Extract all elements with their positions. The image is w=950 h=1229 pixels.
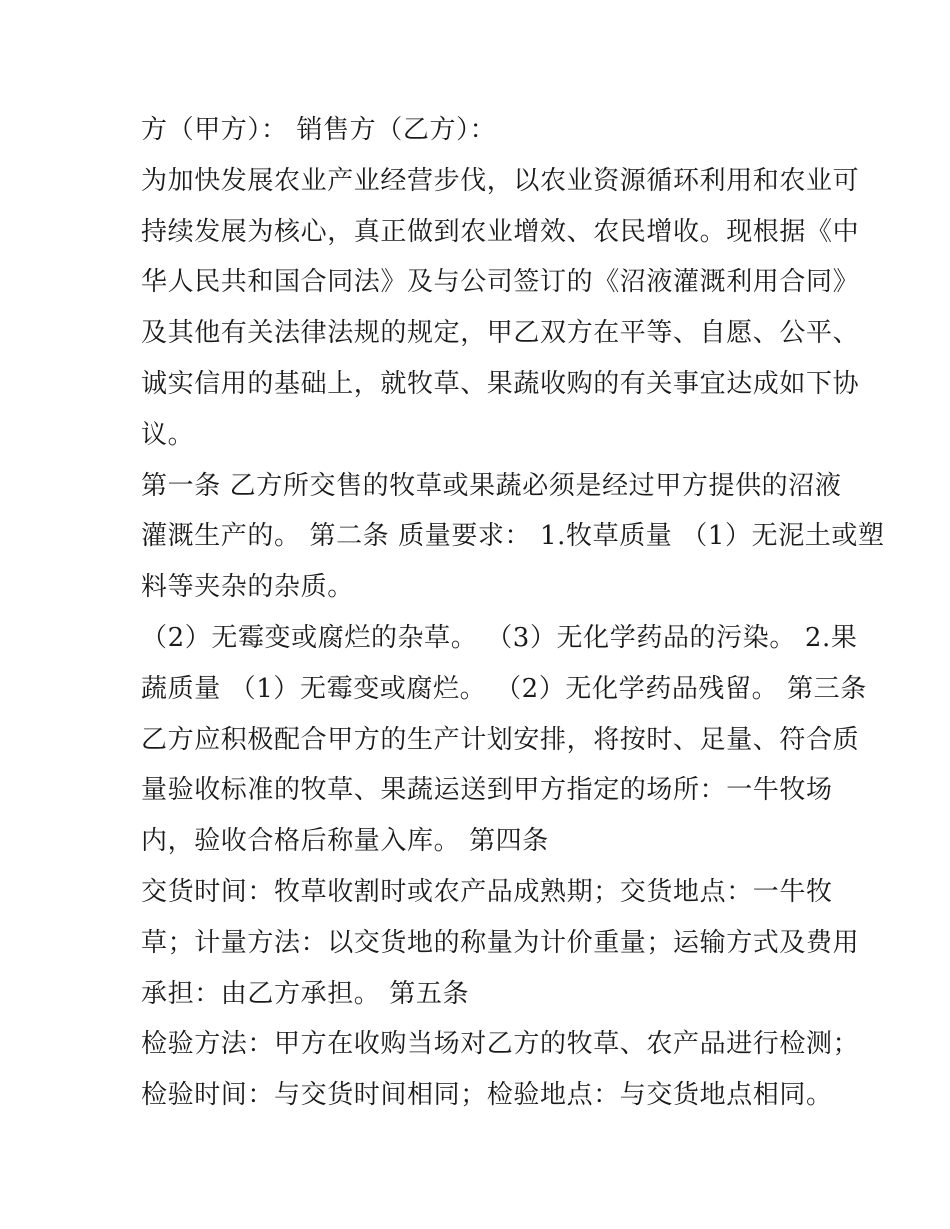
text-line: 交货时间：牧草收割时或农产品成熟期；交货地点：一牛牧 <box>141 876 833 907</box>
text-line: 内，验收合格后称量入库。 第四条 <box>141 826 549 857</box>
text-line: 乙方应积极配合甲方的生产计划安排，将按时、足量、符合质 <box>141 724 860 755</box>
text-line: 料等夹杂的杂质。 <box>141 572 354 603</box>
text-line: 检验时间：与交货时间相同；检验地点：与交货地点相同。 <box>141 1080 833 1111</box>
text-line: 华人民共和国合同法》及与公司签订的《沼液灌溉利用合同》 <box>141 267 860 298</box>
text-line: 蔬质量 （1）无霉变或腐烂。 （2）无化学药品残留。 第三条 <box>141 673 867 704</box>
text-line: 为加快发展农业产业经营步伐，以农业资源循环利用和农业可 <box>141 165 860 196</box>
text-line: 草；计量方法：以交货地的称量为计价重量；运输方式及费用 <box>141 927 860 958</box>
text-line: 灌溉生产的。 第二条 质量要求： 1.牧草质量 （1）无泥土或塑 <box>141 521 885 552</box>
text-line: 及其他有关法律法规的规定，甲乙双方在平等、自愿、公平、 <box>141 318 860 349</box>
text-line: 检验方法：甲方在收购当场对乙方的牧草、农产品进行检测； <box>141 1029 860 1060</box>
text-line: 第一条 乙方所交售的牧草或果蔬必须是经过甲方提供的沼液 <box>141 470 842 501</box>
text-line: 诚实信用的基础上，就牧草、果蔬收购的有关事宜达成如下协 <box>141 368 860 399</box>
text-line: 议。 <box>141 419 195 450</box>
text-line: （2）无霉变或腐烂的杂草。 （3）无化学药品的污染。 2.果 <box>141 622 858 653</box>
text-line: 方（甲方）： 销售方（乙方）： <box>141 115 497 145</box>
text-line: 量验收标准的牧草、果蔬运送到甲方指定的场所：一牛牧场 <box>141 775 833 806</box>
text-line: 承担：由乙方承担。 第五条 <box>141 978 470 1009</box>
document-page <box>141 105 885 1121</box>
text-line: 持续发展为核心，真正做到农业增效、农民增收。现根据《中 <box>141 216 860 247</box>
